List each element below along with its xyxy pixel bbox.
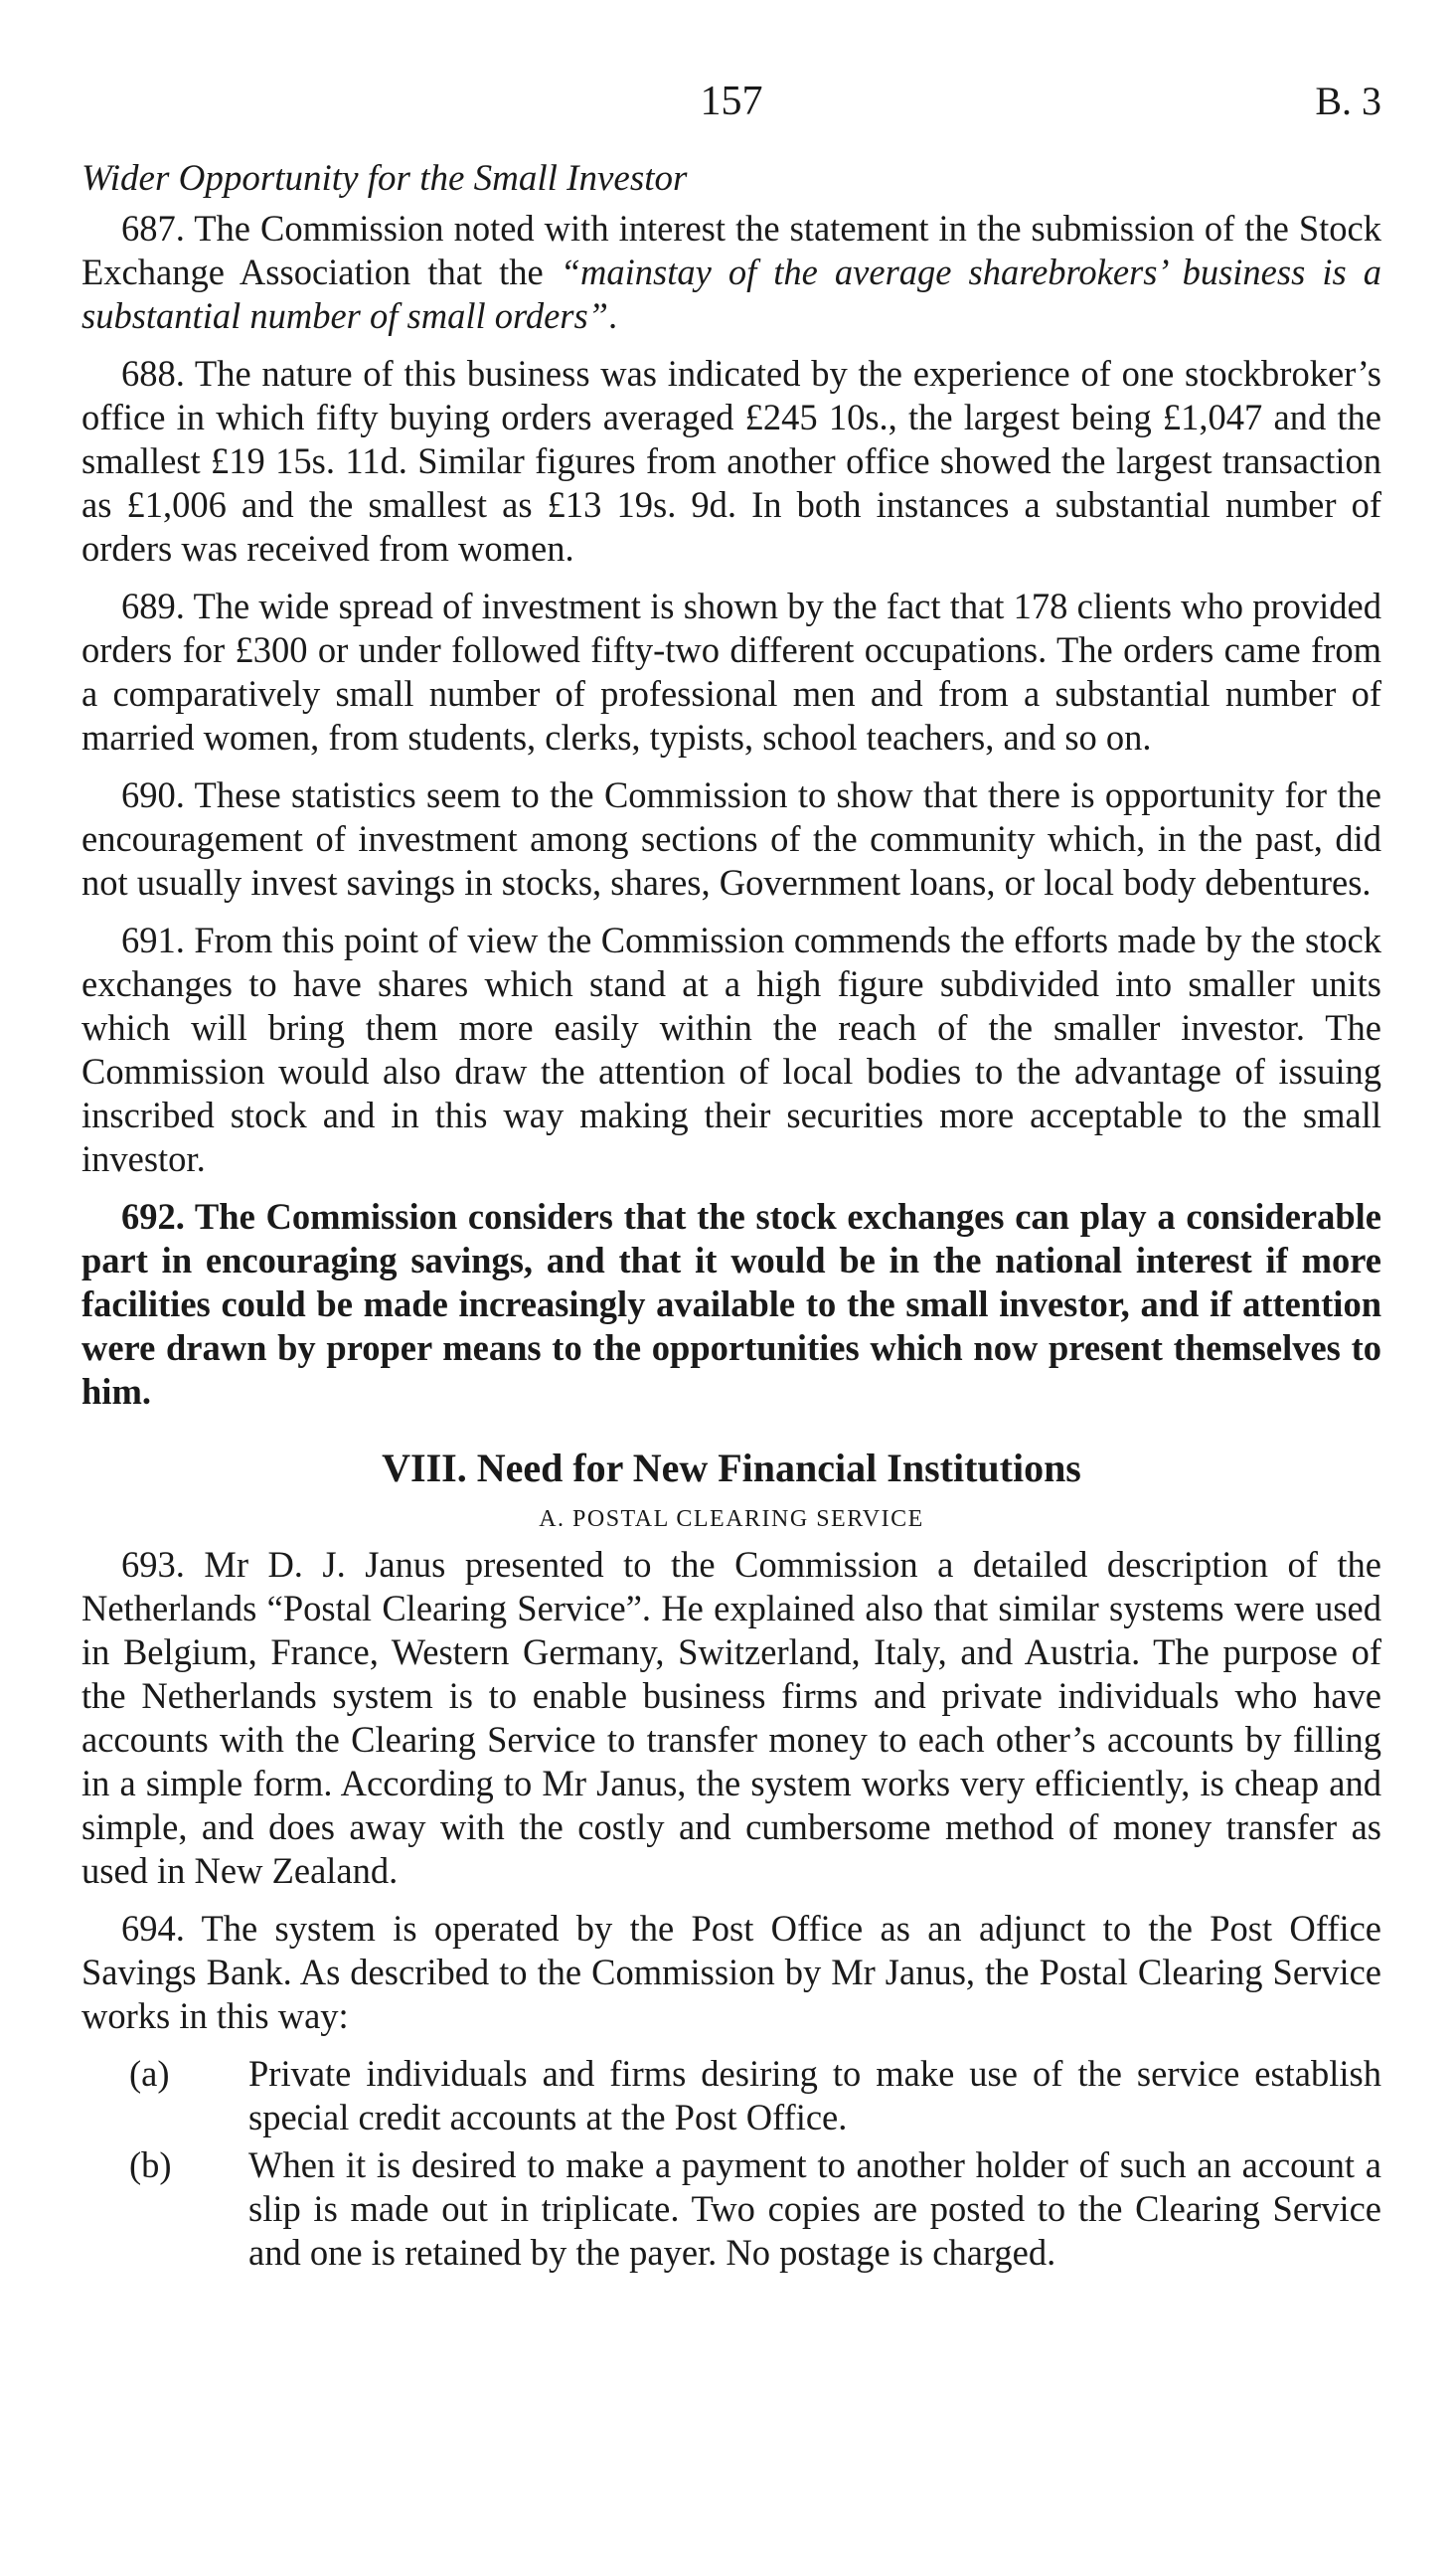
paragraph-694: 694. The system is operated by the Post Office as an adjunct to the Post Office Savings Bank. As described to the Commission by Mr Janus, the Postal Clearing Service works in this way: (81, 1908, 1381, 2036)
list-item-text: Private individuals and firms desiring to make use of the service establish special credit accounts at the Post Office. (248, 2053, 1381, 2137)
document-reference: B. 3 (1315, 79, 1381, 123)
list-item-marker: (b) (129, 2144, 172, 2185)
subheading-small-investor: Wider Opportunity for the Small Investor (81, 158, 688, 199)
page-header (81, 78, 1381, 137)
paragraph-689: 689. The wide spread of investment is shown by the fact that 178 clients who provided orders for £300 or under followed fifty-two different occupations. The orders came from a comparatively small number of professional men and from a substantial number of married women, from students, clerks, typists, school teachers, and so on. (81, 586, 1381, 758)
paragraph-693: 693. Mr D. J. Janus presented to the Commission a detailed description of the Netherlands “Postal Clearing Service”. He explained also that similar systems were used in Belgium, France, Western Germany, Switzerland, Italy, and Austria. The purpose of the Netherlands system is to enable business firms and private individuals who have accounts with the Clearing Service to transfer money to each other’s accounts by filling in a simple form. According to Mr Janus, the system works very efficiently, is cheap and simple, and does away with the costly and cumbersome method of money transfer as used in New Zealand. (81, 1544, 1381, 1891)
procedure-list (81, 2052, 1381, 2275)
paragraph-687-quote: “mainstay of the average sharebrokers’ business is a substantial number of small orders” (81, 252, 1381, 336)
paragraph-691: 691. From this point of view the Commission commends the efforts made by the stock exchanges to have shares which stand at a high figure subdivided into smaller units which will bring them more easily within the reach of the smaller investor. The Commission would also draw the attention of local bodies to the advantage of issuing inscribed stock and in this way making their securities more acceptable to the small investor. (81, 920, 1381, 1179)
paragraph-687-text: 687. The Commission noted with interest the statement in the submission of the Stock Exchange Association that the (81, 208, 1381, 292)
page-number: 157 (700, 79, 763, 124)
list-item-text: When it is desired to make a payment to another holder of such an account a slip is made out in triplicate. Two copies are posted to the Clearing Service and one is retained by the payer. No postage is charged. (248, 2144, 1381, 2273)
paragraph-688: 688. The nature of this business was indicated by the experience of one stockbroker’s office in which fifty buying orders averaged £245 10s., the largest being £1,047 and the smallest £19 15s. 11d. Similar figures from another office showed the largest transaction as £1,006 and the smallest as £13 19s. 9d. In both instances a substantial number of orders was received from women. (81, 353, 1381, 569)
section-subtitle: A. POSTAL CLEARING SERVICE (539, 1506, 924, 1532)
list-item-marker: (a) (129, 2053, 170, 2094)
list-item (81, 2143, 1381, 2275)
section-title: VIII. Need for New Financial Institutions (382, 1446, 1081, 1490)
paragraph-687 (81, 207, 1381, 338)
paragraph-690: 690. These statistics seem to the Commission to show that there is opportunity for the encouragement of investment among sections of the community which, in the past, did not usually invest savings in stocks, shares, Government loans, or local body debentures. (81, 774, 1381, 903)
paragraph-692: 692. The Commission considers that the stock exchanges can play a considerable part in encouraging savings, and that it would be in the national interest if more facilities could be made increasingly available to the small investor, and if attention were drawn by proper means to the opportunities which now present themselves to him. (81, 1196, 1381, 1412)
document-page (81, 78, 1381, 2279)
list-item (81, 2052, 1381, 2139)
paragraph-687-end: . (607, 295, 618, 336)
